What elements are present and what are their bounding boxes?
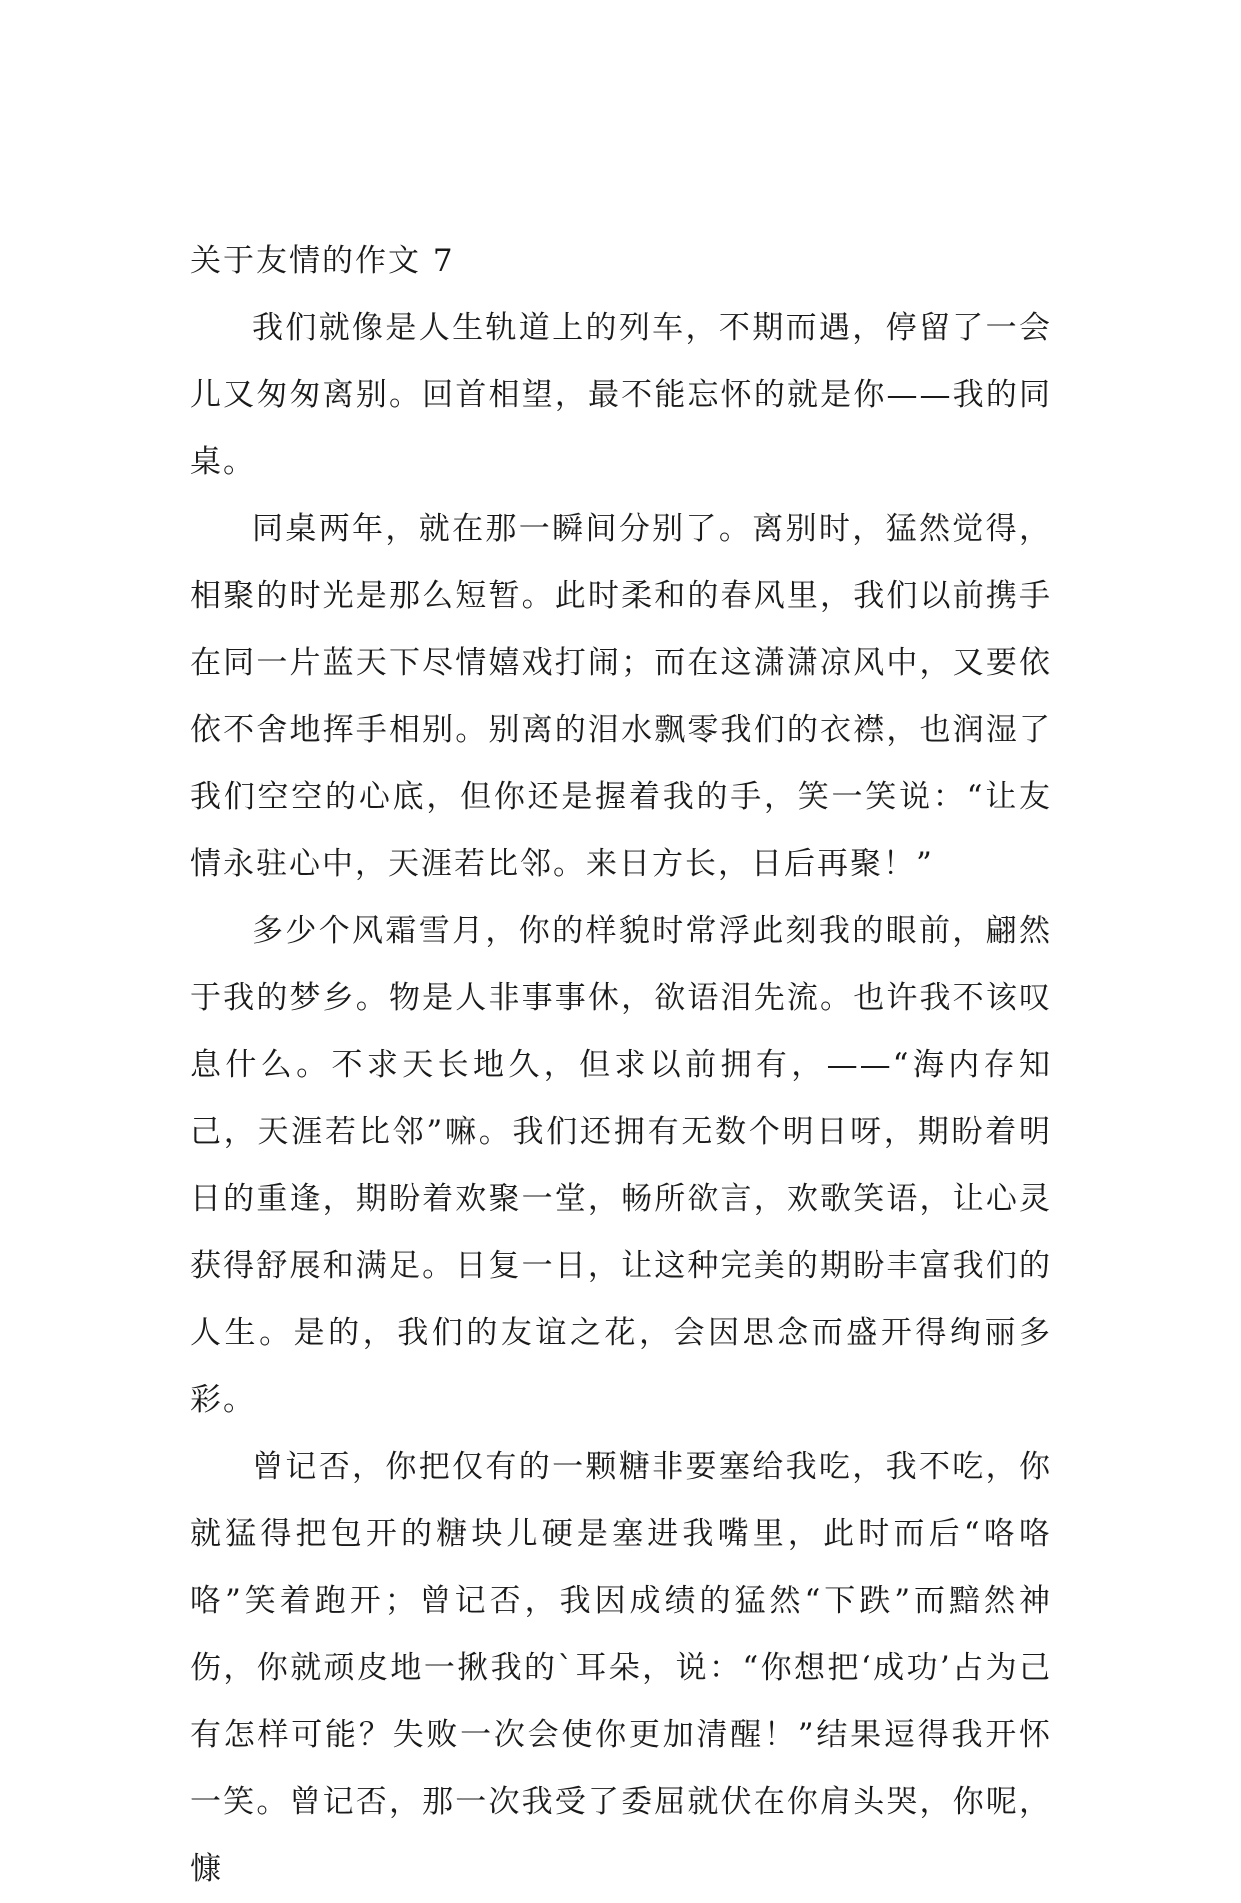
document-body [190,243,1052,1903]
paragraph-3: 多少个风霜雪月，你的样貌时常浮此刻我的眼前，翩然于我的梦乡。物是人非事事休，欲语泪先流。也许我不该叹息什么。不求天长地久，但求以前拥有，——“海内存知己，天涯若比邻”嘛。我们还拥有无数个明日呀，期盼着明日的重逢，期盼着欢聚一堂，畅所欲言，欢歌笑语，让心灵获得舒展和满足。日复一日，让这种完美的期盼丰富我们的人生。是的，我们的友谊之花，会因思念而盛开得绚丽多彩。 [190,913,1052,1418]
paragraph-4: 曾记否，你把仅有的一颗糖非要塞给我吃，我不吃，你就猛得把包开的糖块儿硬是塞进我嘴里，此时而后“咯咯咯”笑着跑开；曾记否，我因成绩的猛然“下跌”而黯然神伤，你就顽皮地一揪我的`耳朵，说：“你想把‘成功’占为己有怎样可能？失败一次会使你更加清醒！”结果逗得我开怀一笑。曾记否，那一次我受了委屈就伏在你肩头哭，你呢，慷 [190,1449,1052,1887]
essay-title: 关于友情的作文 7 [190,243,455,279]
paragraph-1: 我们就像是人生轨道上的列车，不期而遇，停留了一会儿又匆匆离别。回首相望，最不能忘怀的就是你——我的同桌。 [190,310,1052,480]
paragraph-2: 同桌两年，就在那一瞬间分别了。离别时，猛然觉得，相聚的时光是那么短暂。此时柔和的春风里，我们以前携手在同一片蓝天下尽情嬉戏打闹；而在这潇潇凉风中，又要依依不舍地挥手相别。别离的泪水飘零我们的衣襟，也润湿了我们空空的心底，但你还是握着我的手，笑一笑说：“让友情永驻心中，天涯若比邻。来日方长，日后再聚！” [190,511,1052,882]
